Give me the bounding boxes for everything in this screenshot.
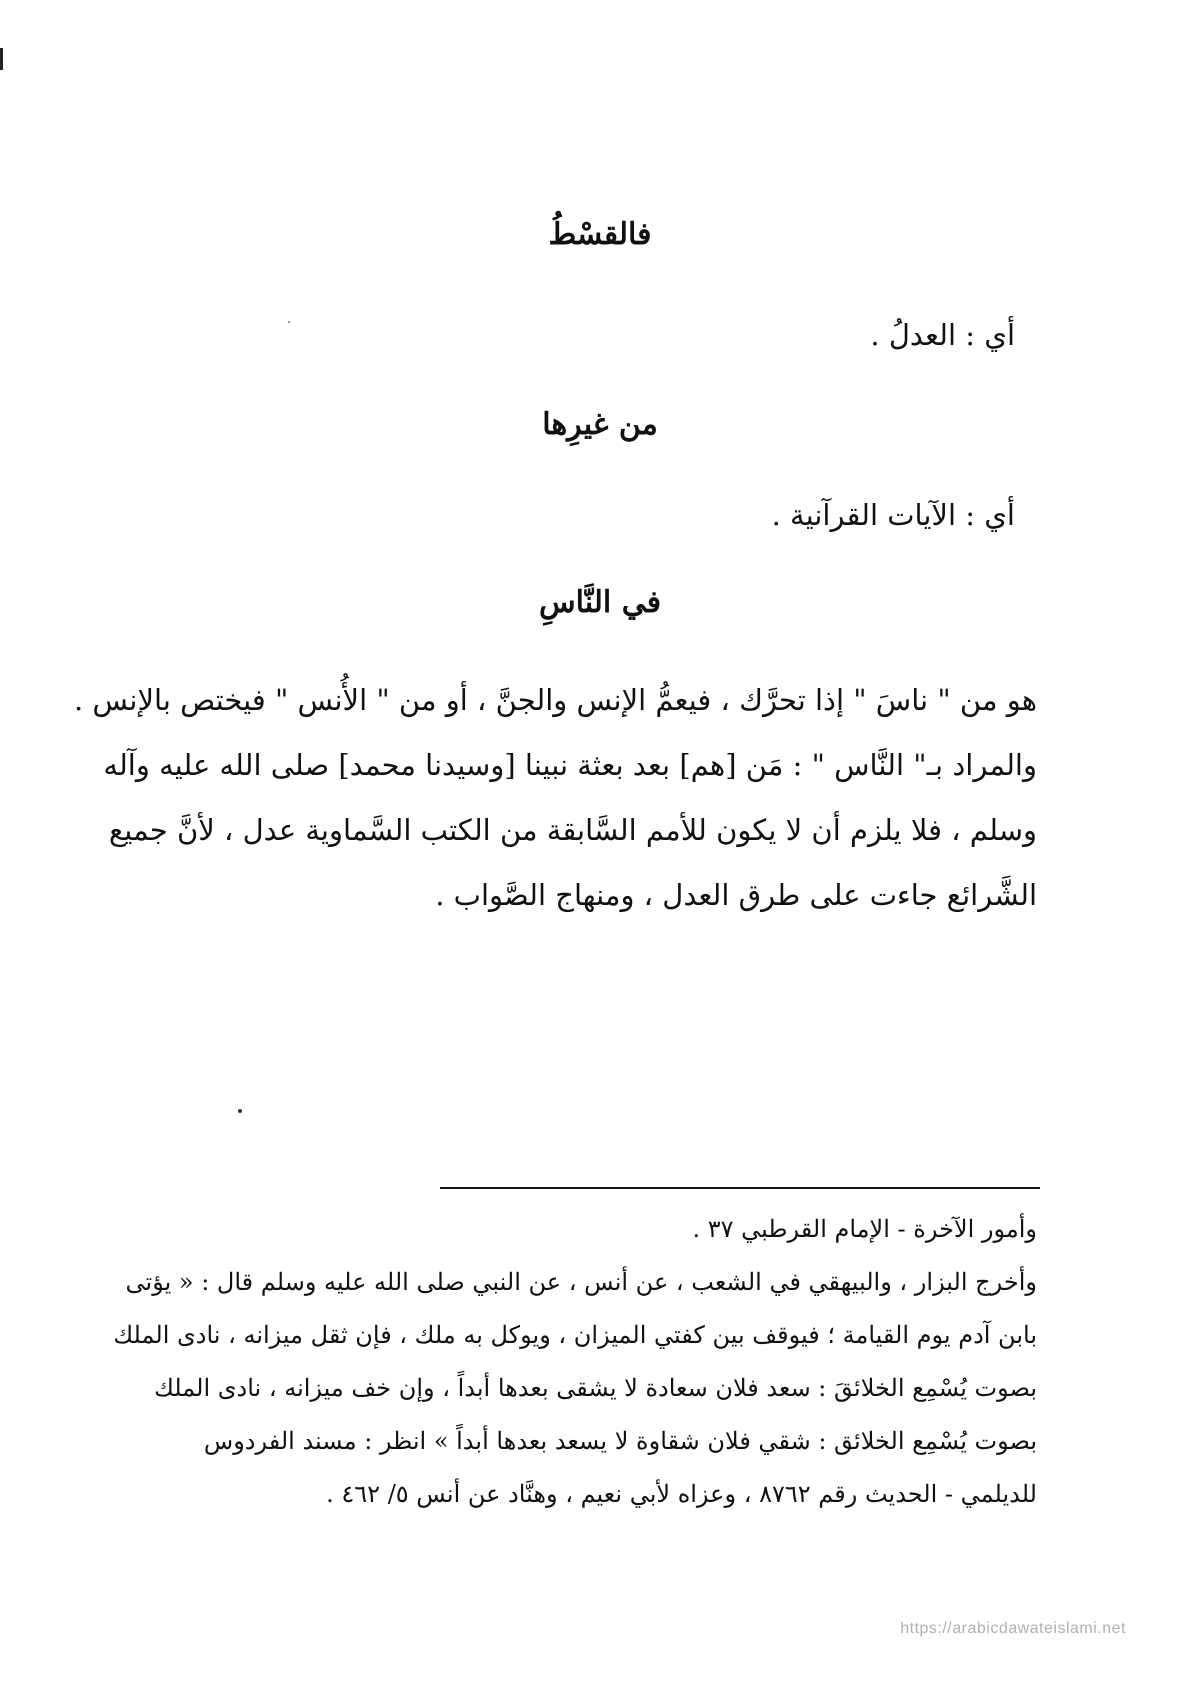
footnote-line: بابن آدم يوم القيامة ؛ فيوقف بين كفتي الميزان ، ويوكل به ملك ، فإن ثقل ميزانه ، نادى الملك <box>113 1321 1037 1349</box>
footnote-line: بصوت يُسْمِع الخلائقَ : سعد فلان سعادة لا يشقى بعدها أبداً ، وإن خف ميزانه ، نادى الملك <box>154 1374 1037 1402</box>
scan-speck <box>288 321 290 323</box>
body-line: والمراد بـ" النَّاس " : مَن [هم] بعد بعثة نبينا [وسيدنا محمد] صلى الله عليه وآله <box>103 748 1037 782</box>
heading-min-ghayriha: من غيرِها <box>542 407 658 442</box>
body-paragraph <box>73 668 1037 928</box>
gloss-adl: أي : العدلُ . <box>870 318 1015 352</box>
footnotes <box>113 1203 1037 1521</box>
heading-qist: فالقسْطُ <box>548 217 652 252</box>
heading-fi-alnas: في النَّاسِ <box>538 585 662 620</box>
gloss-ayat: أي : الآيات القرآنية . <box>771 498 1015 532</box>
body-line: وسلم ، فلا يلزم أن لا يكون للأمم السَّابقة من الكتب السَّماوية عدل ، لأنَّ جميع <box>108 813 1037 847</box>
footnote-line: وأمور الآخرة - الإمام القرطبي ٣٧ . <box>692 1215 1037 1243</box>
body-line: هو من " ناسَ " إذا تحرَّك ، فيعمُّ الإنس والجنَّ ، أو من " الأُنس " فيختص بالإنس . <box>73 683 1037 717</box>
footnote-line: بصوت يُسْمِع الخلائق : شقي فلان شقاوة لا يسعد بعدها أبداً » انظر : مسند الفردوس <box>203 1427 1037 1455</box>
footnote-divider <box>440 1187 1040 1189</box>
scan-speck <box>238 1109 242 1113</box>
body-line: الشَّرائع جاءت على طرق العدل ، ومنهاج الصَّواب . <box>435 878 1037 912</box>
footnote-line: للديلمي - الحديث رقم ٨٧٦٢ ، وعزاه لأبي نعيم ، وهنَّاد عن أنس ٥/ ٤٦٢ . <box>326 1480 1037 1508</box>
scan-edge-mark <box>0 48 3 70</box>
footnote-line: وأخرج البزار ، والبيهقي في الشعب ، عن أنس ، عن النبي صلى الله عليه وسلم قال : « يؤتى <box>125 1268 1037 1296</box>
watermark-url: https://arabicdawateislami.net <box>900 1620 1126 1637</box>
